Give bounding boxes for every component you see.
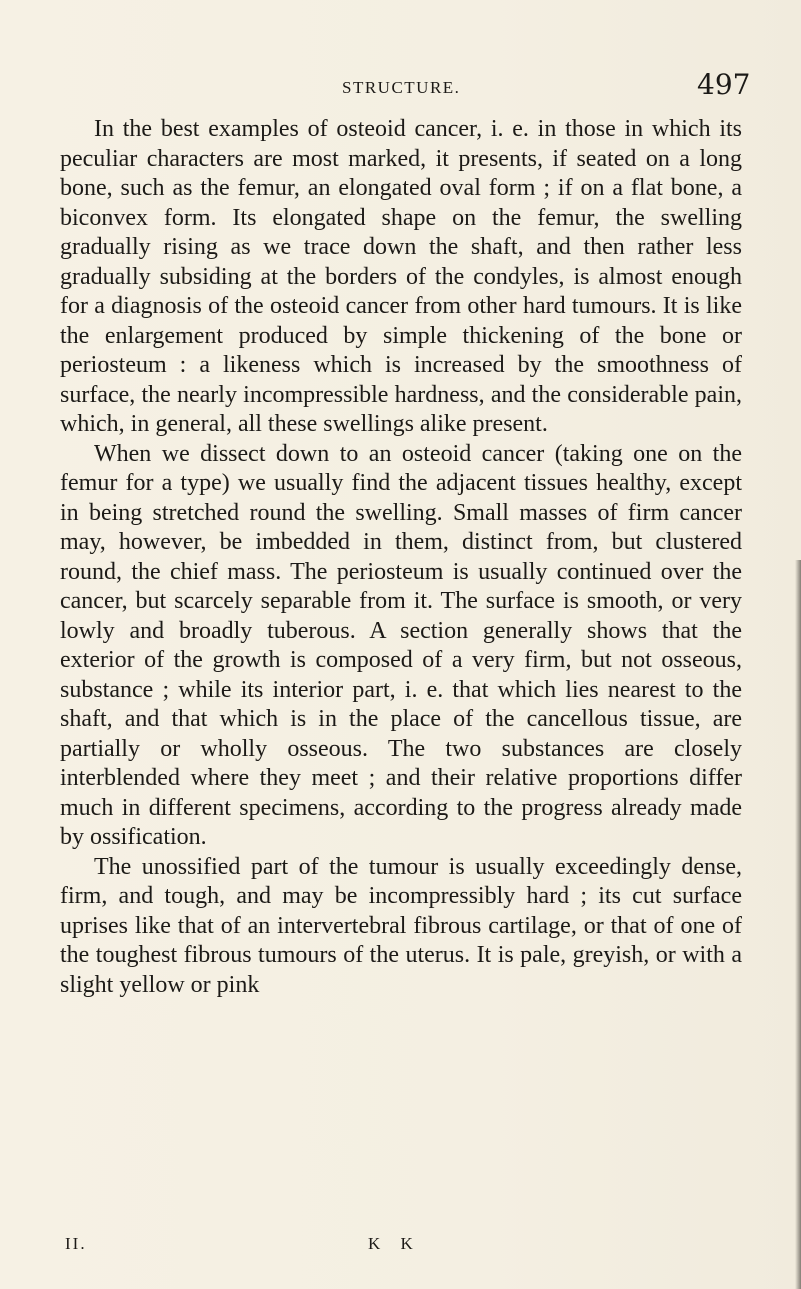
running-head: STRUCTURE. — [342, 78, 461, 97]
signature-mark: K K — [368, 1234, 421, 1253]
page-header — [0, 70, 801, 100]
paragraph-1: In the best examples of osteoid cancer, i. e. in those in which its peculiar characters are most marked, it presents, if seated on a long bone, such as the femur, an elongated oval form ; if on a flat bone, a biconvex form. Its elongated shape on the femur, the swelling gradually rising as we trace down the shaft, and then rather less gradually subsiding at the borders of the condyles, is almost enough for a diagnosis of the osteoid cancer from other hard tumours. It is like the enlargement produced by simple thickening of the bone or periosteum : a likeness which is increased by the smoothness of surface, the nearly incompressible hardness, and the considerable pain, which, in general, all these swellings alike present. — [60, 116, 742, 437]
page-number: 497 — [697, 68, 751, 101]
body-text — [60, 115, 742, 1000]
volume-mark: II. — [65, 1234, 87, 1253]
paragraph-3: The unossified part of the tumour is usually exceedingly dense, firm, and tough, and may be incompressibly hard ; its cut surface uprises like that of an intervertebral fibrous cartilage, or that of one of the toughest fibrous tumours of the uterus. It is pale, greyish, or with a slight yellow or pink — [60, 853, 742, 998]
page-edge-shadow — [795, 560, 801, 1289]
paragraph-2: When we dissect down to an osteoid cancer (taking one on the femur for a type) we usually find the adjacent tissues healthy, except in being stretched round the swelling. Small masses of firm cancer may, however, be imbedded in them, distinct from, but clustered round, the chief mass. The periosteum is usually continued over the cancer, but scarcely separable from it. The surface is smooth, or very lowly and broadly tuberous. A section generally shows that the exterior of the growth is composed of a very firm, but not osseous, substance ; while its interior part, i. e. that which lies nearest to the shaft, and that which is in the place of the cancellous tissue, are partially or wholly osseous. The two substances are closely interblended where they meet ; and their relative proportions differ much in different specimens, according to the progress already made by ossification. — [60, 440, 742, 850]
